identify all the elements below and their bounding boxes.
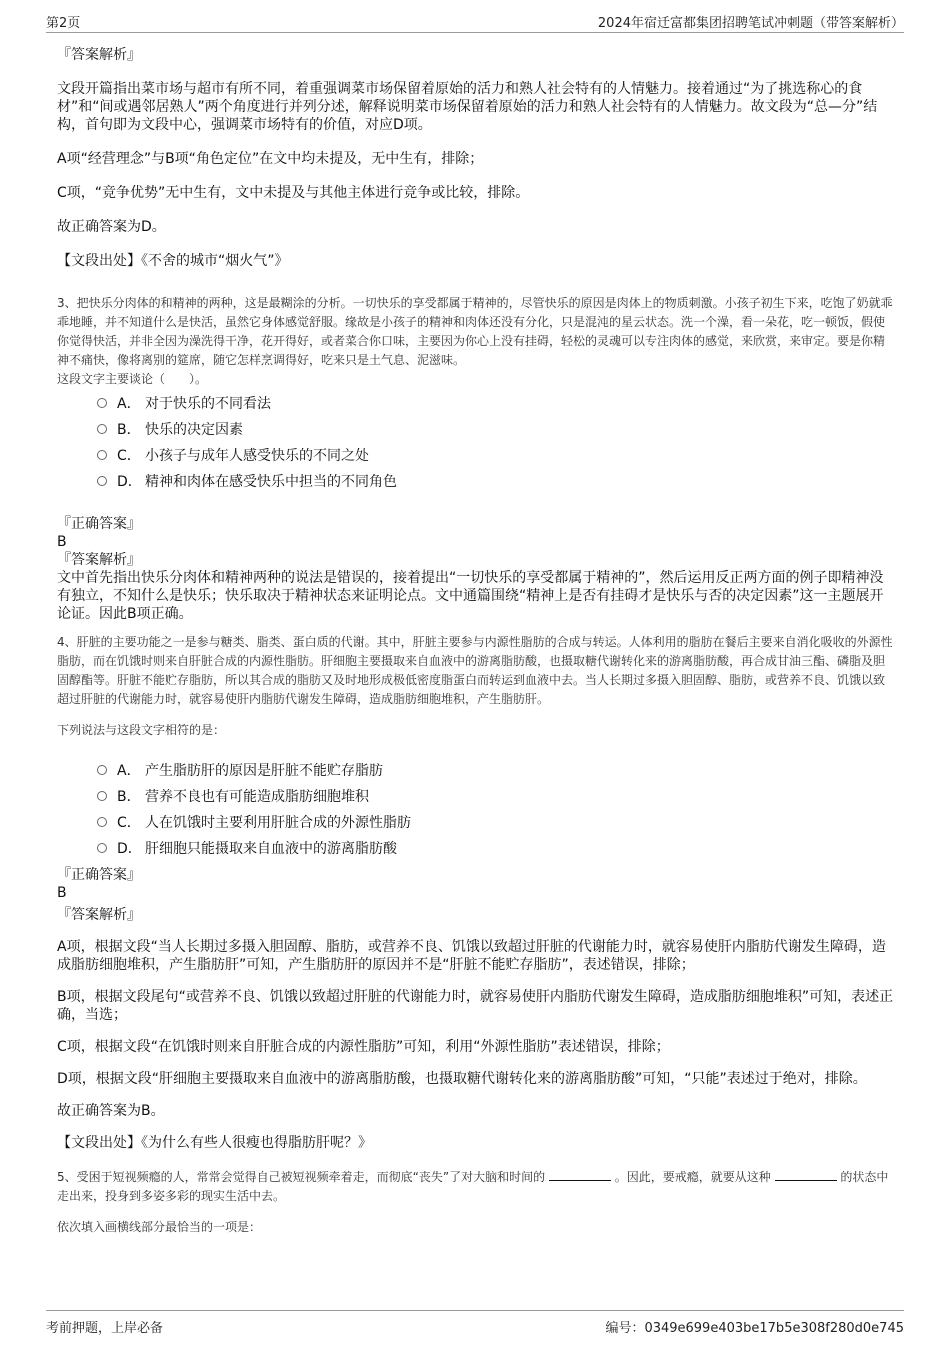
q2-option-c-analysis: C项，“竞争优势”无中生有，文中未提及与其他主体进行竞争或比较，排除。 — [57, 185, 530, 201]
q4-option-a[interactable]: A． 产生脂肪肝的原因是肝脏不能贮存脂肪 — [97, 758, 895, 784]
radio-icon[interactable] — [97, 424, 107, 434]
q4-option-c-analysis: C项，根据文段“在饥饿时则来自肝脏合成的内源性脂肪”可知，利用“外源性脂肪”表述错误，排除； — [57, 1039, 670, 1055]
radio-icon[interactable] — [97, 765, 107, 775]
q2-option-a-analysis: A项“经营理念”与B项“角色定位”在文中均未提及，无中生有，排除； — [57, 151, 484, 167]
q3-options — [97, 391, 895, 495]
q4-answer-title: 『正确答案』 — [57, 867, 141, 883]
q3-option-d[interactable]: D． 精神和肉体在感受快乐中担当的不同角色 — [97, 469, 895, 495]
page-content — [57, 44, 895, 1237]
radio-icon[interactable] — [97, 817, 107, 827]
page-number: 第2页 — [46, 16, 81, 31]
radio-icon[interactable] — [97, 843, 107, 853]
q3-option-b[interactable]: B． 快乐的决定因素 — [97, 417, 895, 443]
q4-stem: 4、肝脏的主要功能之一是参与糖类、脂类、蛋白质的代谢。其中，肝脏主要参与内源性脂肪的合成与转运。人体利用的脂肪在餐后主要来自消化吸收的外源性脂肪，而在饥饿时则来自肝脏合成的内源性脂肪。肝细胞主要摄取来自血液中的游离脂肪酸，也摄取糖代谢转化来的游离脂肪酸，再合成甘油三酯、磷脂及胆固醇酯等。肝脏不能贮存脂肪，所以其合成的脂肪又及时地形成极低密度脂蛋白而转运到血液中去。当人长期过多摄入胆固醇、脂肪，或营养不良、饥饿以致超过肝脏的代谢能力时，就容易使肝内脂肪代谢发生障碍，造成脂肪细胞堆积，产生脂肪肝。 — [57, 635, 893, 706]
q4-source: 【文段出处】《为什么有些人很瘦也得脂肪肝呢？》 — [57, 1135, 372, 1151]
fill-blank-2 — [775, 1168, 837, 1181]
q4-analysis-title: 『答案解析』 — [57, 907, 141, 923]
q4-options — [97, 758, 895, 862]
q3-question: 这段文字主要谈论（ ）。 — [57, 372, 208, 386]
q4-option-a-analysis: A项，根据文段“当人长期过多摄入胆固醇、脂肪，或营养不良、饥饿以致超过肝脏的代谢能力时，就容易使肝内脂肪代谢发生障碍，造成脂肪细胞堆积，产生脂肪肝”可知，产生脂肪肝的原因并不是“肝脏不能贮存脂肪”，表述错误，排除； — [57, 939, 886, 973]
q4-option-c[interactable]: C． 人在饥饿时主要利用肝脏合成的外源性脂肪 — [97, 810, 895, 836]
q3-answer-title: 『正确答案』 — [57, 516, 141, 532]
q4-option-d[interactable]: D． 肝细胞只能摄取来自血液中的游离脂肪酸 — [97, 836, 895, 862]
q3-option-c[interactable]: C． 小孩子与成年人感受快乐的不同之处 — [97, 443, 895, 469]
q4-option-b[interactable]: B． 营养不良也有可能造成脂肪细胞堆积 — [97, 784, 895, 810]
page-header — [46, 8, 904, 33]
q4-option-d-analysis: D项，根据文段“肝细胞主要摄取来自血液中的游离脂肪酸，也摄取糖代谢转化来的游离脂肪酸”可知，“只能”表述过于绝对，排除。 — [57, 1071, 867, 1087]
q3-analysis-text: 文中首先指出快乐分肉体和精神两种的说法是错误的，接着提出“一切快乐的享受都属于精神的”，然后运用反正两方面的例子即精神没有独立，不知什么是快乐；快乐取决于精神状态来证明论点。文中通篇围绕“精神上是否有挂碍才是快乐与否的决定因素”这一主题展开论证。因此B项正确。 — [57, 570, 884, 622]
q4-question: 下列说法与这段文字相符的是： — [57, 723, 226, 737]
q2-analysis-title: 『答案解析』 — [57, 47, 141, 63]
document-id: 编号：0349e699e403be17b5e308f280d0e745 — [605, 1321, 904, 1336]
fill-blank-1 — [549, 1168, 611, 1181]
q2-analysis-text: 文段开篇指出菜市场与超市有所不同，着重强调菜市场保留着原始的活力和熟人社会特有的人情魅力。接着通过“为了挑选称心的食材”和“间或遇邻居熟人”两个角度进行并列分述，解释说明菜市场保留着原始的活力和熟人社会特有的人情魅力。故文段为“总—分”结构，首句即为文段中心，强调菜市场特有的价值，对应D项。 — [57, 81, 878, 133]
q3-option-a[interactable]: A． 对于快乐的不同看法 — [97, 391, 895, 417]
radio-icon[interactable] — [97, 398, 107, 408]
page-footer — [46, 1310, 904, 1339]
footer-slogan: 考前押题，上岸必备 — [46, 1321, 164, 1336]
radio-icon[interactable] — [97, 450, 107, 460]
q4-answer: B — [57, 885, 67, 901]
q5-question: 依次填入画横线部分最恰当的一项是： — [57, 1220, 262, 1234]
q3-stem: 3、把快乐分肉体的和精神的两种，这是最糊涂的分析。一切快乐的享受都属于精神的，尽管快乐的原因是肉体上的物质刺激。小孩子初生下来，吃饱了奶就乖乖地睡，并不知道什么是快活，虽然它身体感觉舒服。缘故是小孩子的精神和肉体还没有分化，只是混沌的星云状态。洗一个澡，看一朵花，吃一顿饭，假使你觉得快活，并非全因为澡洗得干净，花开得好，或者菜合你口味，主要因为你心上没有挂碍，轻松的灵魂可以专注肉体的感觉，来欣赏，来审定。要是你精神不痛快，像将离别的筵席，随它怎样烹调得好，吃来只是土气息、泥滋味。 — [57, 296, 893, 367]
document-title: 2024年宿迁富都集团招聘笔试冲刺题（带答案解析） — [597, 16, 904, 31]
q5-stem: 5、受困于短视频瘾的人，常常会觉得自己被短视频牵着走，而彻底“丧失”了对大脑和时间的 。因此，要戒瘾，就要从这种 的状态中走出来，投身到多姿多彩的现实生活中去。 — [57, 1170, 889, 1203]
q4-conclusion: 故正确答案为B。 — [57, 1103, 165, 1119]
q3-answer: B — [57, 534, 67, 550]
radio-icon[interactable] — [97, 791, 107, 801]
q2-conclusion: 故正确答案为D。 — [57, 219, 166, 235]
q2-source: 【文段出处】《不舍的城市“烟火气”》 — [57, 253, 289, 269]
q4-option-b-analysis: B项，根据文段尾句“或营养不良、饥饿以致超过肝脏的代谢能力时，就容易使肝内脂肪代谢发生障碍，造成脂肪细胞堆积”可知，表述正确，当选； — [57, 989, 894, 1023]
radio-icon[interactable] — [97, 476, 107, 486]
q3-analysis-title: 『答案解析』 — [57, 552, 141, 568]
